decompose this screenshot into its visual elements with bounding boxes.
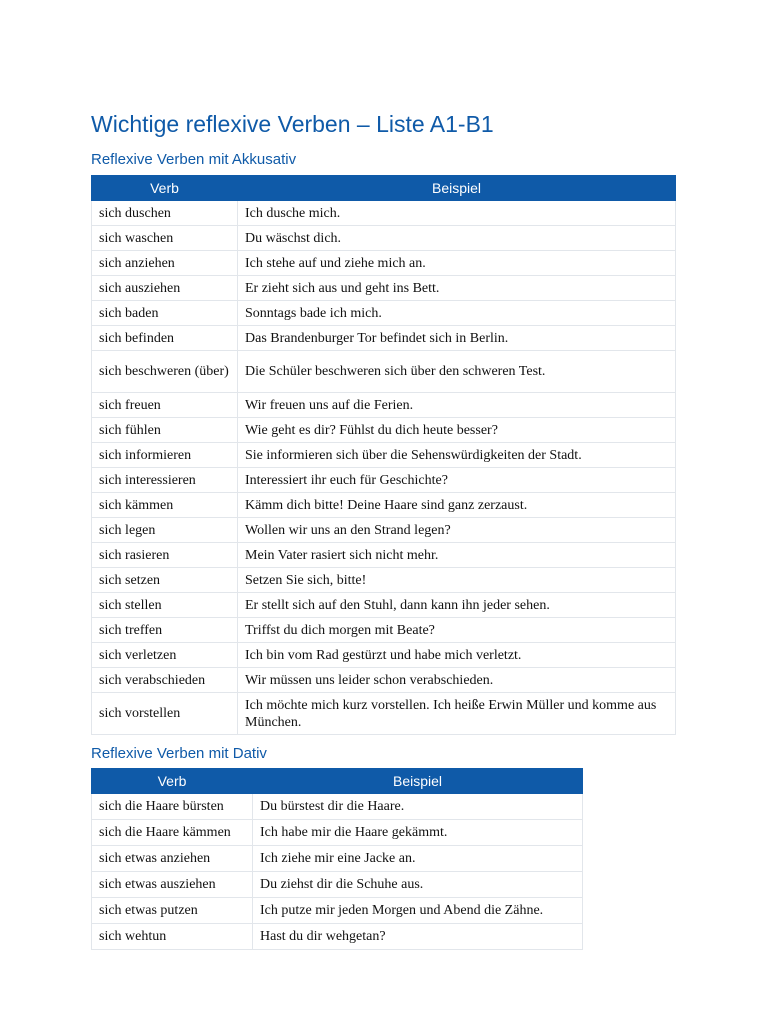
table-row — [92, 846, 583, 872]
example-cell: Wollen wir uns an den Strand legen? — [238, 518, 676, 543]
example-cell: Interessiert ihr euch für Geschichte? — [238, 468, 676, 493]
verb-cell: sich duschen — [92, 201, 238, 226]
example-cell: Hast du dir wehgetan? — [253, 924, 583, 950]
table-header-row — [92, 769, 583, 794]
verb-cell: sich stellen — [92, 593, 238, 618]
table-row — [92, 301, 676, 326]
verb-cell: sich interessieren — [92, 468, 238, 493]
column-header-verb: Verb — [92, 176, 238, 201]
section-heading-dativ: Reflexive Verben mit Dativ — [91, 745, 267, 762]
example-cell: Ich ziehe mir eine Jacke an. — [253, 846, 583, 872]
example-cell: Ich möchte mich kurz vorstellen. Ich heiße Erwin Müller und komme aus München. — [238, 693, 676, 735]
table-row — [92, 276, 676, 301]
verb-cell: sich freuen — [92, 393, 238, 418]
example-cell: Das Brandenburger Tor befindet sich in Berlin. — [238, 326, 676, 351]
example-cell: Du wäschst dich. — [238, 226, 676, 251]
verb-cell: sich setzen — [92, 568, 238, 593]
section-heading-akkusativ: Reflexive Verben mit Akkusativ — [91, 151, 297, 168]
table-row — [92, 898, 583, 924]
dativ-table — [91, 768, 583, 950]
verb-cell: sich verabschieden — [92, 668, 238, 693]
verb-cell: sich befinden — [92, 326, 238, 351]
table-row — [92, 251, 676, 276]
table-row — [92, 543, 676, 568]
table-row — [92, 418, 676, 443]
verb-cell: sich rasieren — [92, 543, 238, 568]
table-row — [92, 618, 676, 643]
verb-cell: sich anziehen — [92, 251, 238, 276]
verb-cell: sich verletzen — [92, 643, 238, 668]
table-row — [92, 693, 676, 735]
verb-cell: sich vorstellen — [92, 693, 238, 735]
verb-cell: sich treffen — [92, 618, 238, 643]
example-cell: Er stellt sich auf den Stuhl, dann kann ihn jeder sehen. — [238, 593, 676, 618]
table-row — [92, 351, 676, 393]
verb-cell: sich ausziehen — [92, 276, 238, 301]
verb-cell: sich waschen — [92, 226, 238, 251]
table-row — [92, 872, 583, 898]
verb-cell: sich die Haare bürsten — [92, 794, 253, 820]
table-row — [92, 820, 583, 846]
table-row — [92, 643, 676, 668]
example-cell: Kämm dich bitte! Deine Haare sind ganz zerzaust. — [238, 493, 676, 518]
verb-cell: sich beschweren (über) — [92, 351, 238, 393]
example-cell: Triffst du dich morgen mit Beate? — [238, 618, 676, 643]
page-title: Wichtige reflexive Verben – Liste A1-B1 — [91, 111, 494, 137]
table-row — [92, 593, 676, 618]
example-cell: Ich habe mir die Haare gekämmt. — [253, 820, 583, 846]
akkusativ-table — [91, 175, 676, 735]
table-row — [92, 226, 676, 251]
example-cell: Er zieht sich aus und geht ins Bett. — [238, 276, 676, 301]
example-cell: Ich putze mir jeden Morgen und Abend die Zähne. — [253, 898, 583, 924]
table-row — [92, 668, 676, 693]
verb-cell: sich die Haare kämmen — [92, 820, 253, 846]
verb-cell: sich informieren — [92, 443, 238, 468]
example-cell: Setzen Sie sich, bitte! — [238, 568, 676, 593]
example-cell: Die Schüler beschweren sich über den schweren Test. — [238, 351, 676, 393]
verb-cell: sich etwas putzen — [92, 898, 253, 924]
table-row — [92, 794, 583, 820]
table-row — [92, 468, 676, 493]
example-cell: Wie geht es dir? Fühlst du dich heute besser? — [238, 418, 676, 443]
example-cell: Mein Vater rasiert sich nicht mehr. — [238, 543, 676, 568]
verb-cell: sich etwas anziehen — [92, 846, 253, 872]
example-cell: Du ziehst dir die Schuhe aus. — [253, 872, 583, 898]
table-row — [92, 201, 676, 226]
verb-cell: sich etwas ausziehen — [92, 872, 253, 898]
example-cell: Wir freuen uns auf die Ferien. — [238, 393, 676, 418]
example-cell: Du bürstest dir die Haare. — [253, 794, 583, 820]
verb-cell: sich kämmen — [92, 493, 238, 518]
table-row — [92, 568, 676, 593]
verb-cell: sich wehtun — [92, 924, 253, 950]
table-row — [92, 924, 583, 950]
column-header-example: Beispiel — [238, 176, 676, 201]
example-cell: Wir müssen uns leider schon verabschieden. — [238, 668, 676, 693]
table-header-row — [92, 176, 676, 201]
table-row — [92, 518, 676, 543]
example-cell: Ich stehe auf und ziehe mich an. — [238, 251, 676, 276]
table-row — [92, 443, 676, 468]
example-cell: Sie informieren sich über die Sehenswürdigkeiten der Stadt. — [238, 443, 676, 468]
table-row — [92, 493, 676, 518]
verb-cell: sich fühlen — [92, 418, 238, 443]
example-cell: Ich dusche mich. — [238, 201, 676, 226]
table-row — [92, 393, 676, 418]
verb-cell: sich legen — [92, 518, 238, 543]
verb-cell: sich baden — [92, 301, 238, 326]
example-cell: Ich bin vom Rad gestürzt und habe mich verletzt. — [238, 643, 676, 668]
example-cell: Sonntags bade ich mich. — [238, 301, 676, 326]
table-row — [92, 326, 676, 351]
column-header-verb: Verb — [92, 769, 253, 794]
column-header-example: Beispiel — [253, 769, 583, 794]
